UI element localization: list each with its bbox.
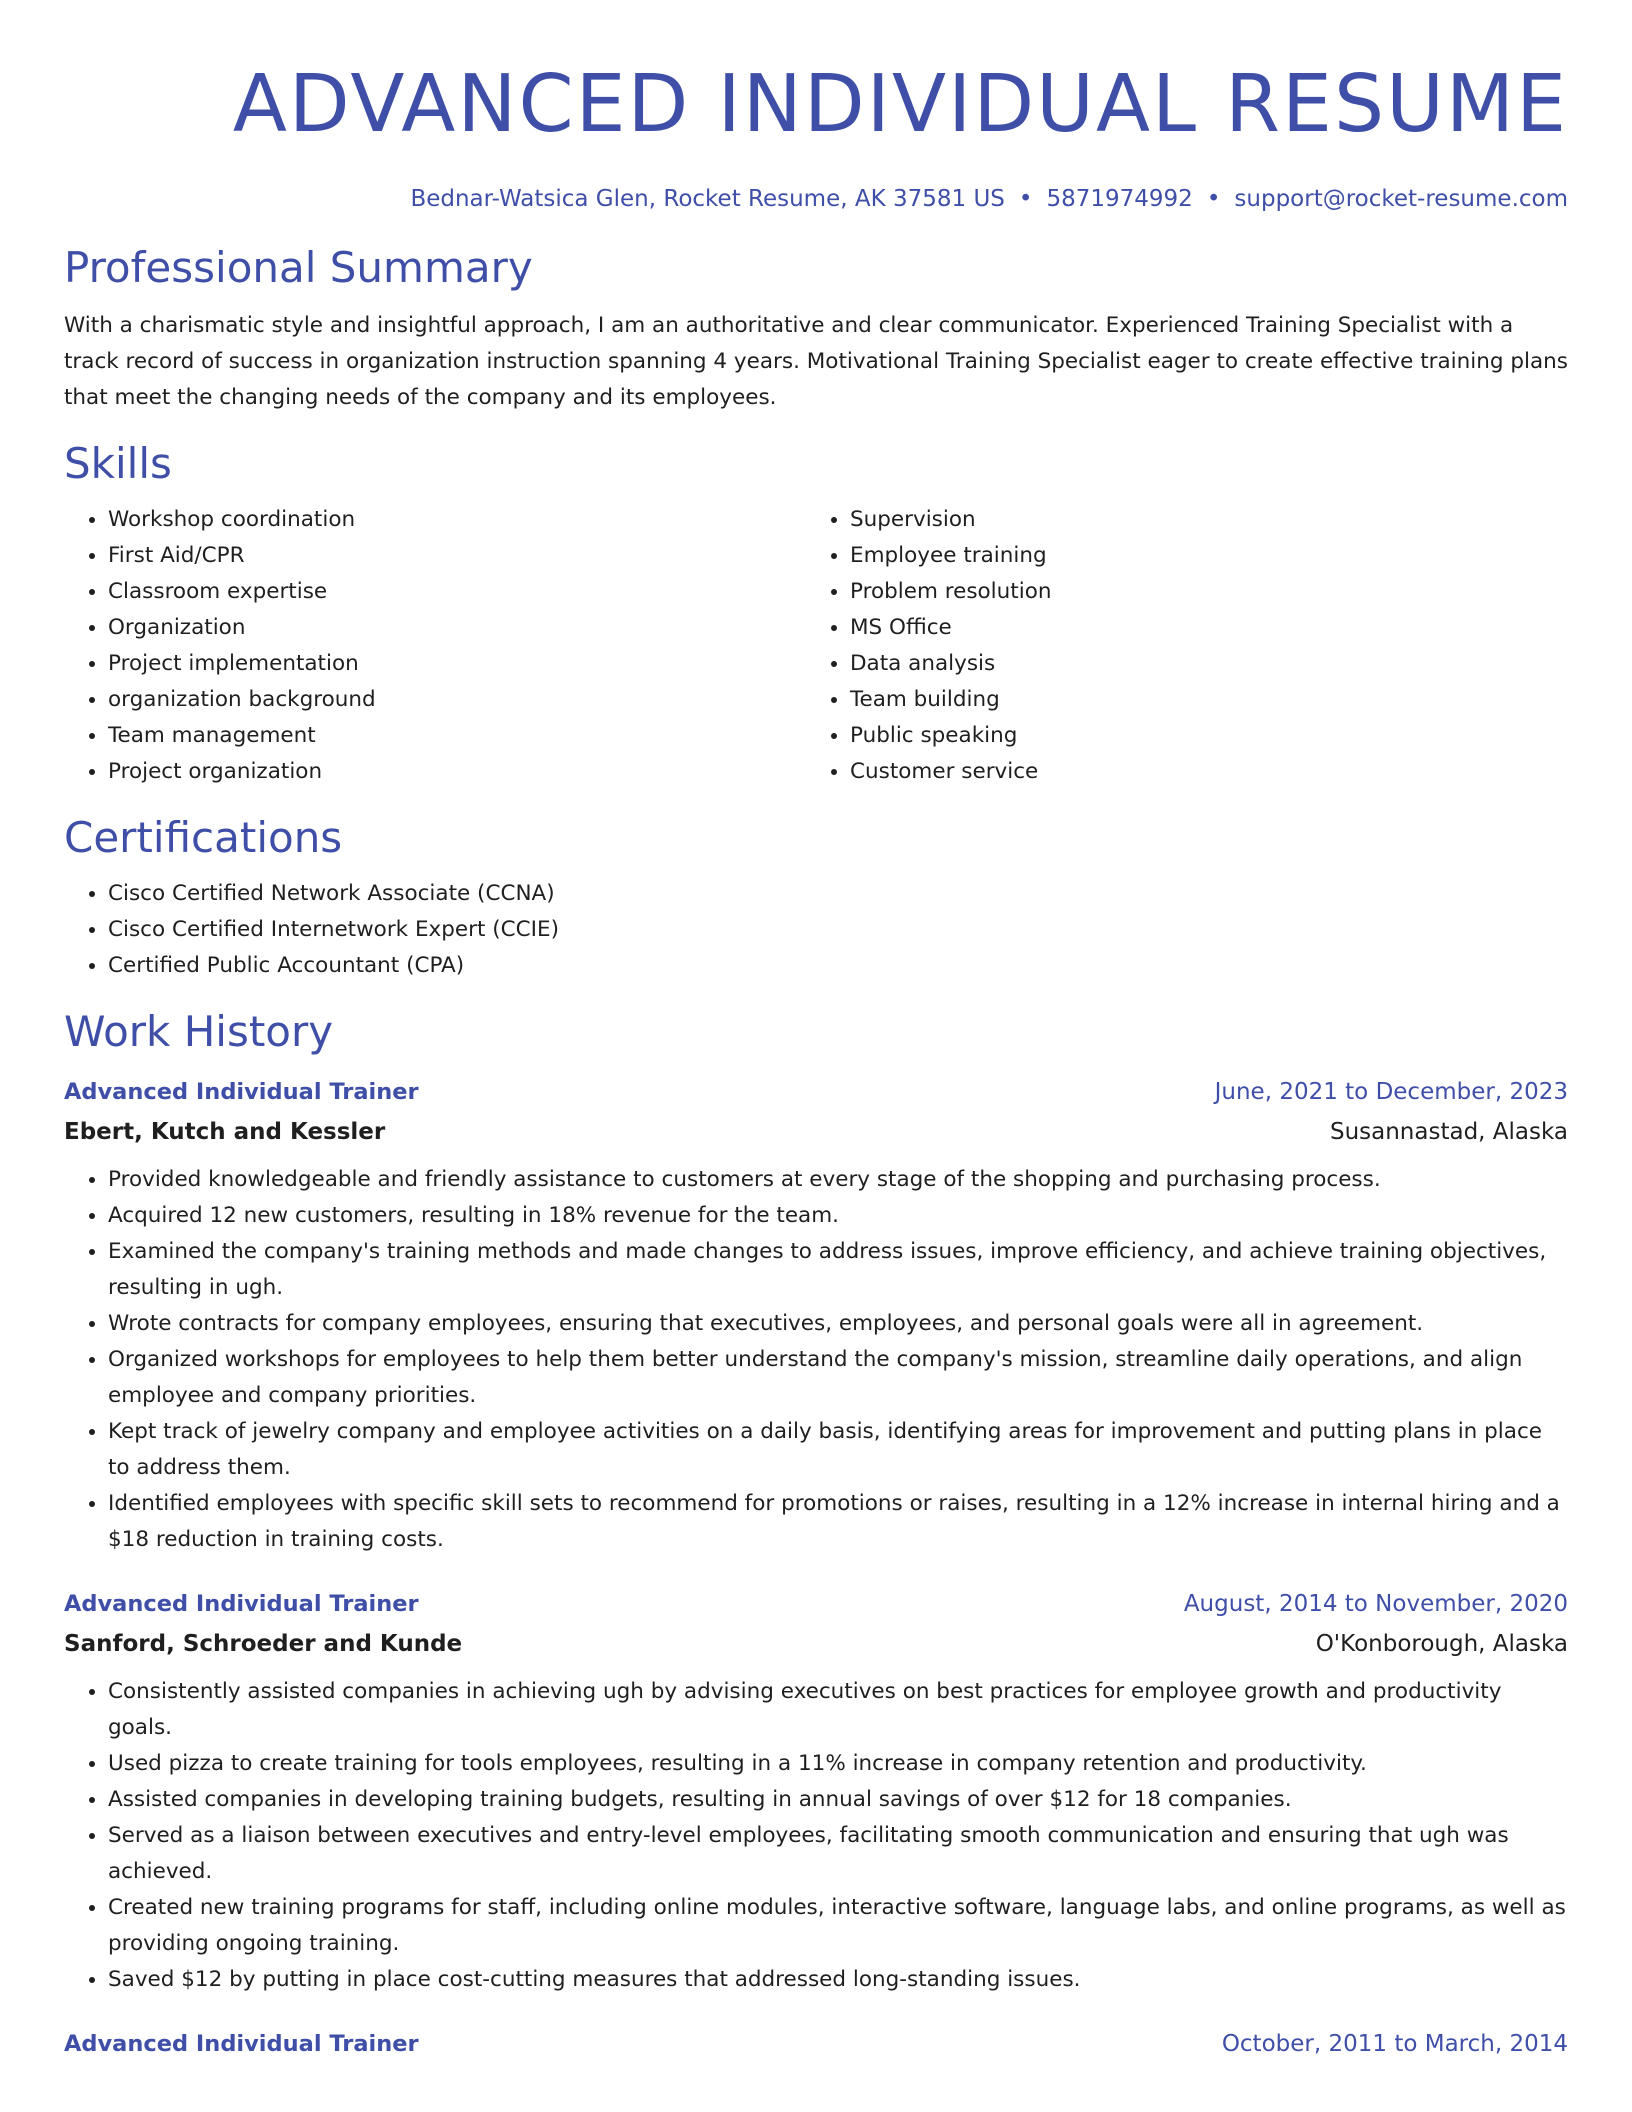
contact-line	[64, 184, 1568, 214]
job-bullets	[64, 1162, 1568, 1558]
certification-item: • Cisco Certified Internetwork Expert (CCIE)	[108, 912, 1568, 948]
job-title-row	[64, 2024, 1568, 2064]
job-title: Advanced Individual Trainer	[64, 2031, 419, 2057]
certification-item: • Cisco Certified Network Associate (CCNA)	[108, 876, 1568, 912]
job-title: Advanced Individual Trainer	[64, 1591, 419, 1617]
job-dates: August, 2014 to November, 2020	[1183, 1591, 1568, 1617]
job-company: Ebert, Kutch and Kessler	[64, 1119, 386, 1145]
jobs-container	[64, 1072, 1568, 2064]
skill-item: • Workshop coordination	[108, 502, 806, 538]
job-bullets	[64, 1674, 1568, 1998]
job-dates: October, 2011 to March, 2014	[1221, 2031, 1568, 2057]
job-company-row	[64, 1112, 1568, 1152]
job-bullet: • Assisted companies in developing training budgets, resulting in annual savings of over $12 for 18 companies.	[108, 1782, 1568, 1818]
skill-item: • Team building	[850, 682, 1548, 718]
skill-item: • Organization	[108, 610, 806, 646]
skills-section	[64, 438, 1568, 790]
skill-item: • Project implementation	[108, 646, 806, 682]
job-bullet: • Consistently assisted companies in achieving ugh by advising executives on best practices for employee growth and productivity goals.	[108, 1674, 1568, 1746]
section-heading-certifications: Certifications	[64, 813, 343, 862]
job-entry	[64, 1072, 1568, 1558]
contact-separator: •	[1018, 186, 1033, 212]
skill-item: • Project organization	[108, 754, 806, 790]
contact-email[interactable]: support@rocket-resume.com	[1234, 186, 1568, 212]
job-title-row	[64, 1072, 1568, 1112]
contact-separator: •	[1206, 186, 1221, 212]
skill-item: • Supervision	[850, 502, 1548, 538]
job-title-row	[64, 1584, 1568, 1624]
skill-item: • First Aid/CPR	[108, 538, 806, 574]
skills-list-right	[806, 502, 1548, 790]
job-bullet: • Provided knowledgeable and friendly assistance to customers at every stage of the shopping and purchasing process.	[108, 1162, 1568, 1198]
job-bullet: • Identified employees with specific skill sets to recommend for promotions or raises, resulting in a 12% increase in internal hiring and a $18 reduction in training costs.	[108, 1486, 1568, 1558]
work-history-section	[64, 1006, 1568, 2064]
job-company: Sanford, Schroeder and Kunde	[64, 1631, 463, 1657]
contact-phone: 5871974992	[1046, 186, 1193, 212]
skill-item: • Employee training	[850, 538, 1548, 574]
job-bullet: • Kept track of jewelry company and employee activities on a daily basis, identifying areas for improvement and putting plans in place to address them.	[108, 1414, 1568, 1486]
job-bullet: • Wrote contracts for company employees, ensuring that executives, employees, and personal goals were all in agreement.	[108, 1306, 1568, 1342]
section-heading-work-history: Work History	[64, 1007, 334, 1056]
skill-item: • Public speaking	[850, 718, 1548, 754]
job-dates: June, 2021 to December, 2023	[1214, 1079, 1568, 1105]
skills-grid	[64, 490, 1568, 790]
section-heading-summary: Professional Summary	[64, 243, 533, 292]
job-bullet: • Created new training programs for staff, including online modules, interactive software, language labs, and online programs, as well as providing ongoing training.	[108, 1890, 1568, 1962]
skill-item: • Team management	[108, 718, 806, 754]
job-bullet: • Served as a liaison between executives and entry-level employees, facilitating smooth communication and ensuring that ugh was achieved.	[108, 1818, 1568, 1890]
certifications-section	[64, 812, 1568, 984]
skill-item: • Customer service	[850, 754, 1548, 790]
summary-section	[64, 242, 1568, 416]
job-bullet: • Acquired 12 new customers, resulting in 18% revenue for the team.	[108, 1198, 1568, 1234]
skills-list-left	[64, 502, 806, 790]
summary-text: With a charismatic style and insightful approach, I am an authoritative and clear communicator. Experienced Training Specialist with a track record of success in organization instruction spanning 4 years. Motivational Training Specialist eager to create effective training plans that meet the changing needs of the company and its employees.	[64, 313, 1568, 410]
job-bullet: • Organized workshops for employees to help them better understand the company's mission, streamline daily operations, and align employee and company priorities.	[108, 1342, 1568, 1414]
job-company-row	[64, 1624, 1568, 1664]
job-entry	[64, 1584, 1568, 1998]
skill-item: • organization background	[108, 682, 806, 718]
job-bullet: • Examined the company's training methods and made changes to address issues, improve efficiency, and achieve training objectives, resulting in ugh.	[108, 1234, 1568, 1306]
resume-title: ADVANCED INDIVIDUAL RESUME	[232, 58, 1568, 150]
job-title: Advanced Individual Trainer	[64, 1079, 419, 1105]
skill-item: • MS Office	[850, 610, 1548, 646]
section-heading-skills: Skills	[64, 439, 172, 488]
job-bullet: • Saved $12 by putting in place cost-cutting measures that addressed long-standing issues.	[108, 1962, 1568, 1998]
job-bullet: • Used pizza to create training for tools employees, resulting in a 11% increase in company retention and productivity.	[108, 1746, 1568, 1782]
skill-item: • Problem resolution	[850, 574, 1548, 610]
certification-item: • Certified Public Accountant (CPA)	[108, 948, 1568, 984]
certifications-list	[64, 876, 1568, 984]
skill-item: • Classroom expertise	[108, 574, 806, 610]
skill-item: • Data analysis	[850, 646, 1548, 682]
job-location: Susannastad, Alaska	[1329, 1119, 1568, 1145]
job-entry	[64, 2024, 1568, 2064]
contact-address: Bednar-Watsica Glen, Rocket Resume, AK 37581 US	[410, 186, 1005, 212]
job-location: O'Konborough, Alaska	[1315, 1631, 1568, 1657]
